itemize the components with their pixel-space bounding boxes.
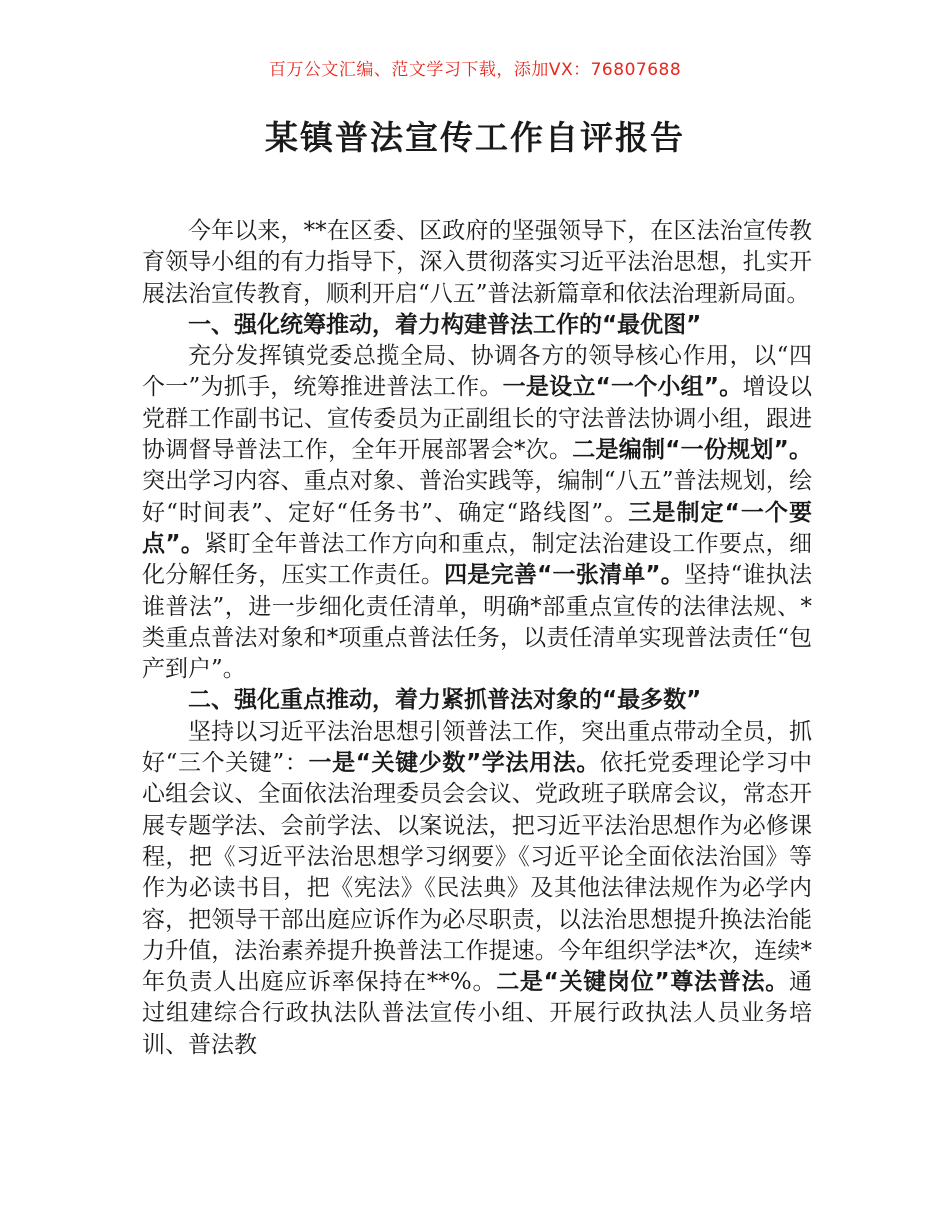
bold-run: 三是制定“一个要点”。: [142, 499, 812, 557]
text-run: 突出学习内容、重点对象、普治实践等，编制“八五”普法规划，绘好“时间表”、定好“任务书”、确定“路线图”。: [142, 468, 812, 526]
text-run: 充分发挥镇党委总揽全局、协调各方的领导核心作用，以“四个一”为抓手，统筹推进普法工作。: [142, 343, 812, 401]
text-run: 增设以党群工作副书记、宣传委员为正副组长的守法普法协调小组，跟进协调督导普法工作，全年开展部署会*次。: [142, 374, 812, 464]
section-heading-1: 一、强化统筹推动，着力构建普法工作的“最优图”: [188, 311, 702, 338]
section-heading-2: 二、强化重点推动，着力紧抓普法对象的“最多数”: [188, 687, 702, 714]
text-run: 依托党委理论学习中心组会议、全面依法治理委员会会议、党政班子联席会议，常态开展专题学法、会前学法、以案说法，把习近平法治思想作为必修课程，把《习近平法治思想学习纲要》《习近平论全面依法治国》等作为必读书目，把《宪法》《民法典》及其他法律法规作为必学内容，把领导干部出庭应诉作为必尽职责，以法治思想提升换法治能力升值，法治素养提升换普法工作提速。今年组织学法*次，连续*年负责人出庭应诉率保持在**%。: [142, 750, 812, 996]
intro-paragraph: 今年以来，**在区委、区政府的坚强领导下，在区法治宣传教育领导小组的有力指导下，深入贯彻落实习近平法治思想，扎实开展法治宣传教育，顺利开启“八五”普法新篇章和依法治理新局面。: [142, 218, 812, 307]
bold-run: 四是完善“一张清单”。: [444, 562, 685, 589]
text-run: 紧盯全年普法工作方向和重点，制定法治建设工作要点，细化分解任务，压实工作责任。: [142, 530, 813, 589]
section2-paragraph: [142, 717, 812, 1061]
bold-run: 二是编制“一份规划”。: [572, 437, 813, 464]
text-run: 坚持以习近平法治思想引领普法工作，突出重点带动全员，抓好“三个关键”：: [142, 718, 812, 777]
text-run: 坚持“谁执法谁普法”，进一步细化责任清单，明确*部重点宣传的法律法规、*类重点普法对象和*项重点普法任务，以责任清单实现普法责任“包产到户”。: [142, 562, 812, 683]
bold-run: 一是“关键少数”学法用法。: [308, 750, 600, 777]
section1-paragraph: [142, 341, 812, 685]
text-run: 通过组建综合行政执法队普法宣传小组、开展行政执法人员业务培训、普法教: [142, 969, 813, 1058]
document-title: 某镇普法宣传工作自评报告: [265, 118, 685, 157]
bold-run: 一是设立“一个小组”。: [502, 374, 743, 401]
watermark-header: 百万公文汇编、范文学习下载，添加VX：76807688: [268, 60, 682, 80]
bold-run: 二是“关键岗位”尊法普法。: [496, 969, 790, 996]
document-body: [142, 216, 812, 1061]
